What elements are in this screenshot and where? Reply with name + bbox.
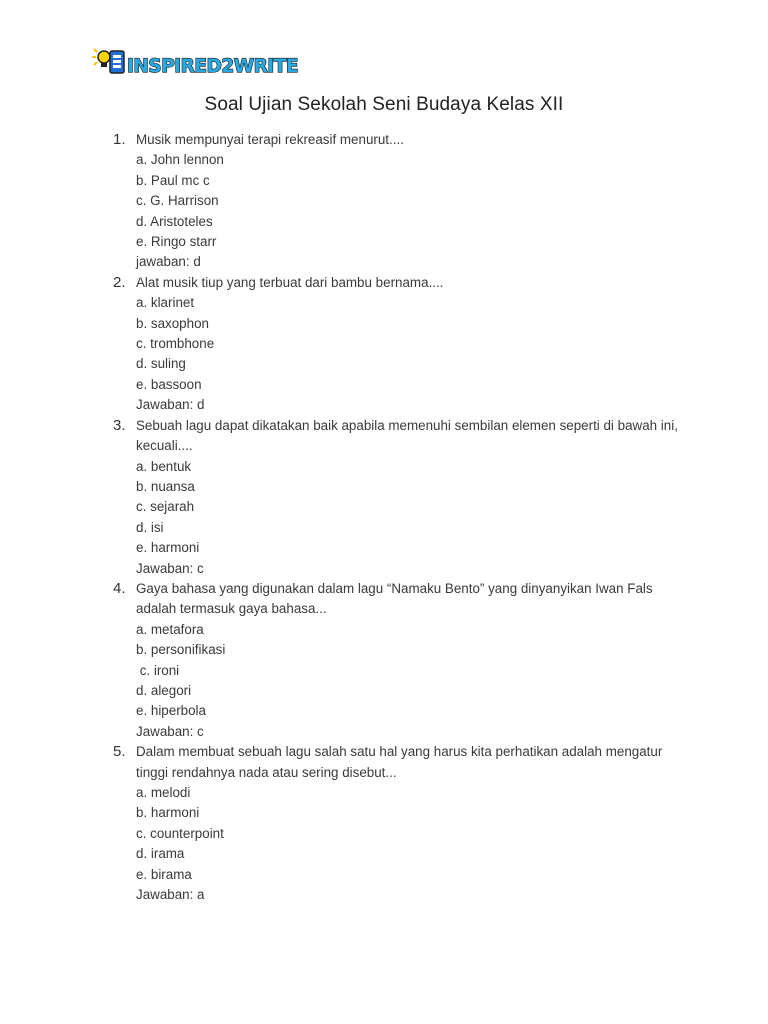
page-title: Soal Ujian Sekolah Seni Budaya Kelas XII — [204, 94, 564, 115]
question-item — [0, 579, 768, 742]
question-text: Musik mempunyai terapi rekreasif menurut.... — [136, 132, 404, 147]
answer-option: e. harmoni — [136, 540, 200, 556]
answer-option: a. John lennon — [136, 152, 224, 168]
answer-option: b. saxophon — [136, 315, 209, 331]
question-list — [0, 130, 768, 905]
question-number: 5. — [113, 743, 126, 761]
answer-option: e. Ringo starr — [136, 234, 217, 250]
answer-option: d. irama — [136, 846, 185, 862]
answer-key: Jawaban: c — [136, 723, 204, 739]
answer-option: e. bassoon — [136, 376, 202, 392]
answer-key: jawaban: d — [136, 254, 201, 270]
question-text: Sebuah lagu dapat dikatakan baik apabila memenuhi sembilan elemen seperti di bawah ini, kecuali.... — [136, 417, 678, 454]
logo-text: INSPIRED2WRITE — [127, 56, 299, 77]
answer-option: d. isi — [136, 519, 164, 535]
answer-option: c. trombhone — [136, 336, 215, 352]
question-text: Gaya bahasa yang digunakan dalam lagu “Namaku Bento” yang dinyanyikan Iwan Fals adalah termasuk gaya bahasa... — [136, 580, 653, 617]
answer-option: a. klarinet — [136, 295, 195, 311]
question-item — [0, 416, 768, 579]
question-item — [0, 742, 768, 905]
answer-option: b. harmoni — [136, 805, 200, 821]
answer-option: c. counterpoint — [136, 825, 224, 841]
lightbulb-icon — [92, 49, 110, 67]
answer-key: Jawaban: c — [136, 560, 204, 576]
answer-option: b. Paul mc c — [136, 172, 210, 188]
question-number: 1. — [113, 131, 126, 148]
question-number: 3. — [113, 416, 126, 434]
question-text: Alat musik tiup yang terbuat dari bambu bernama.... — [136, 274, 444, 290]
question-item — [0, 273, 768, 416]
answer-option: d. suling — [136, 356, 186, 372]
answer-option: e. birama — [136, 866, 192, 882]
answer-option: b. personifikasi — [136, 642, 226, 658]
question-number: 2. — [113, 273, 126, 291]
computer-icon — [110, 51, 124, 73]
answer-option: a. metafora — [136, 621, 204, 637]
answer-option: a. bentuk — [136, 458, 192, 474]
answer-key: Jawaban: d — [136, 397, 205, 413]
question-number: 4. — [113, 579, 126, 597]
answer-option: c. ironi — [136, 662, 180, 678]
answer-option: d. alegori — [136, 682, 192, 698]
answer-option: a. melodi — [136, 785, 191, 800]
answer-option: c. G. Harrison — [136, 193, 219, 209]
inspired2write-logo — [90, 45, 299, 81]
answer-option: b. nuansa — [136, 478, 195, 494]
question-item — [0, 130, 768, 273]
answer-option: d. Aristoteles — [136, 213, 213, 229]
answer-key: Jawaban: a — [136, 887, 205, 903]
question-text: Dalam membuat sebuah lagu salah satu hal yang harus kita perhatikan adalah mengatur tinggi rendahnya nada atau sering disebut... — [136, 744, 663, 780]
answer-option: e. hiperbola — [136, 703, 206, 719]
answer-option: c. sejarah — [136, 499, 195, 515]
logo-graphic — [90, 45, 299, 81]
